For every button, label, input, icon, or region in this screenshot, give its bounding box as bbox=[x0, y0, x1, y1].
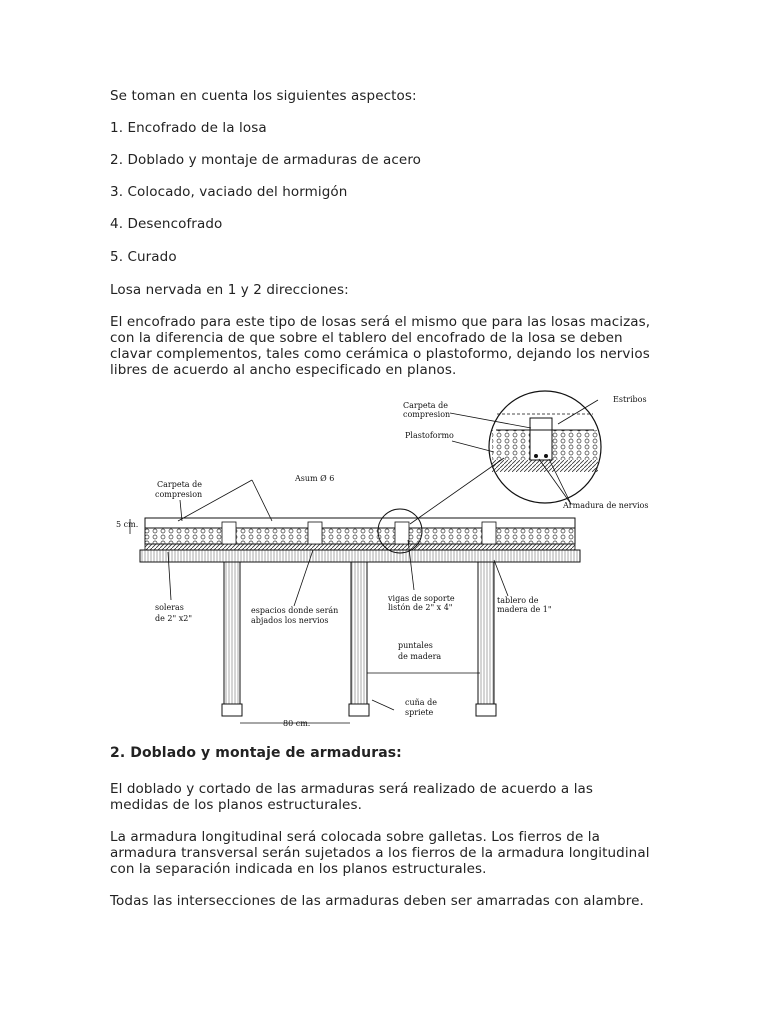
label-soleras-2: de 2" x2" bbox=[155, 614, 192, 623]
slab-section bbox=[140, 509, 580, 562]
label-cuna-1: cuña de bbox=[405, 698, 437, 707]
label-armadura-nervios: Armadura de nervios bbox=[563, 501, 649, 510]
step-2: 2. Doblado y montaje de armaduras de acero bbox=[110, 152, 422, 168]
step-4: 4. Desencofrado bbox=[110, 216, 223, 232]
label-puntales-2: de madera bbox=[398, 652, 442, 661]
intro-text: Se toman en cuenta los siguientes aspectos: bbox=[110, 88, 417, 104]
slab-formwork-diagram bbox=[110, 390, 655, 730]
step-5: 5. Curado bbox=[110, 249, 177, 265]
section2-p2: La armadura longitudinal será colocada sobre galletas. Los fierros de la armadura transversal serán sujetados a los fierros de la armadura longitudinal con la separación indicada en los planos estructurales. bbox=[110, 829, 650, 877]
label-carpeta-main-2: compresion bbox=[155, 490, 203, 499]
label-tablero-1: tablero de bbox=[497, 596, 539, 605]
label-cuna-2: spriete bbox=[405, 708, 434, 717]
step-1: 1. Encofrado de la losa bbox=[110, 120, 267, 136]
label-estribos: Estribos bbox=[613, 395, 647, 404]
label-asum: Asum Ø 6 bbox=[295, 474, 335, 483]
label-puntales-1: puntales bbox=[398, 641, 433, 650]
label-carpeta-main-1: Carpeta de bbox=[157, 480, 202, 489]
label-carpeta-detail-2: compresion bbox=[403, 410, 451, 419]
losa-paragraph: El encofrado para este tipo de losas será el mismo que para las losas macizas, con la diferencia de que sobre el tablero del encofrado de la losa se deben clavar complementos, tales como cerámica o plastoformo, dejando los nervios libres de acuerdo al ancho especificado en planos. bbox=[110, 314, 651, 378]
label-espacios-1: espacios donde serán bbox=[251, 606, 339, 615]
detail-circle bbox=[489, 391, 601, 503]
section2-p3: Todas las intersecciones de las armaduras deben ser amarradas con alambre. bbox=[110, 893, 644, 909]
label-plastoformo: Plastoformo bbox=[405, 431, 454, 440]
label-vigas-2: listón de 2" x 4" bbox=[388, 603, 453, 612]
step-3: 3. Colocado, vaciado del hormigón bbox=[110, 184, 348, 200]
label-tablero-2: madera de 1" bbox=[497, 605, 552, 614]
label-carpeta-detail-1: Carpeta de bbox=[403, 401, 448, 410]
losa-heading: Losa nervada en 1 y 2 direcciones: bbox=[110, 282, 349, 298]
section2-heading: 2. Doblado y montaje de armaduras: bbox=[110, 745, 402, 761]
wood-posts bbox=[222, 562, 496, 716]
label-5cm: 5 cm. bbox=[116, 520, 139, 529]
label-soleras-1: soleras bbox=[155, 603, 184, 612]
label-80cm: 80 cm. bbox=[283, 719, 311, 728]
section2-p1: El doblado y cortado de las armaduras será realizado de acuerdo a las medidas de los planos estructurales. bbox=[110, 781, 594, 813]
label-vigas-1: vigas de soporte bbox=[388, 594, 455, 603]
label-espacios-2: abjados los nervios bbox=[251, 616, 329, 625]
